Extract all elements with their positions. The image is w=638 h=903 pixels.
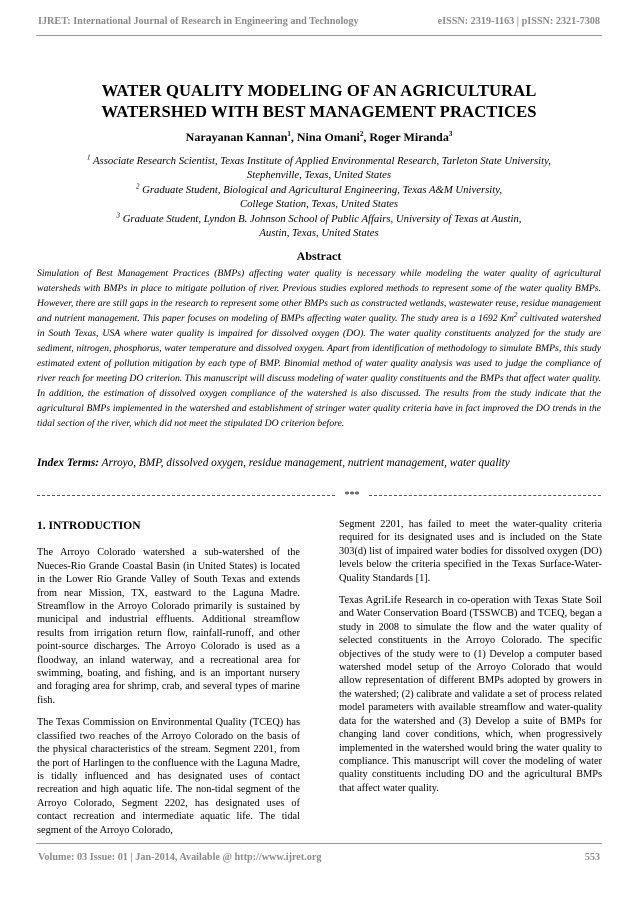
body-paragraph: The Arroyo Colorado watershed a sub-watershed of the Nueces-Rio Grande Coastal Basin (in United States) is located in the Lower Rio Grande Valley of South Texas and extends from near Mission, TX, eastward to the Laguna Madre. Streamflow in the Arroyo Colorado primarily is sustained by municipal and industrial effluents. Additional streamflow results from irrigation return flow, rainfall-runoff, and other point-source discharges. The Arroyo Colorado is used as a floodway, an inland waterway, and a recreational area for swimming, boating, and fishing, and is an important nursery and foraging area for shrimp, crab, and several types of marine fish.: [37, 547, 300, 706]
author-name: Nina Omani: [296, 130, 360, 144]
body-column-left: [37, 520, 300, 846]
paper-title: [40, 80, 598, 122]
affiliation-line: Stephenville, Texas, United States: [246, 169, 392, 182]
affiliation-line: Graduate Student, Lyndon B. Johnson School of Public Affairs, University of Texas at Austin,: [122, 213, 522, 226]
affiliation-1: [40, 154, 598, 182]
footer-rule: [36, 843, 602, 844]
author-separator: ,: [363, 130, 370, 144]
affiliation-number: 1: [87, 153, 91, 162]
body-paragraph: Texas AgriLife Research in co-operation with Texas State Soil and Water Conservation Board (TSSWCB) and TCEQ, began a study in 2008 to simulate the flow and the water quality of selected constituents in the Arroyo Colorado. The specific objectives of the study were to (1) Develop a computer based watershed model setup of the Arroyo Colorado that would allow representation of different BMPs adopted by growers in the watershed; (2) calibrate and validate a set of process related model parameters with available streamflow and water-quality data for the watershed and (3) Develop a suite of BMPs for changing land cover conditions, which, when progressively implemented in the watershed would bring the water quality to compliance. This manuscript will cover the modeling of water quality constituents including DO and the agricultural BMPs that affect water quality.: [339, 595, 602, 794]
title-line-2: WATERSHED WITH BEST MANAGEMENT PRACTICES: [101, 102, 537, 121]
unit-superscript: 2: [513, 310, 518, 319]
author-name: Narayanan Kannan: [185, 130, 288, 144]
volume-info: Volume: 03 Issue: 01 | Jan-2014, Available @ http://www.ijret.org: [38, 852, 322, 863]
section-heading: 1. INTRODUCTION: [37, 520, 141, 532]
affiliation-line: Graduate Student, Biological and Agricultural Engineering, Texas A&M University,: [142, 184, 503, 197]
body-paragraph: Segment 2201, has failed to meet the water-quality criteria required for its designated uses and is included on the State 303(d) list of impaired water bodies for dissolved oxygen (DO) levels below the criteria specified in the Texas Surface-Water-Quality Standards [1].: [339, 519, 602, 584]
separator-stars: ***: [344, 490, 360, 501]
abstract-heading: Abstract: [296, 249, 342, 263]
affiliation-line: Austin, Texas, United States: [259, 227, 379, 240]
author-separator: ,: [290, 130, 297, 144]
affiliation-number: 3: [116, 211, 121, 220]
index-terms: [37, 457, 601, 469]
title-line-1: WATER QUALITY MODELING OF AN AGRICULTURAL: [101, 81, 537, 100]
affiliation-2: [40, 183, 598, 211]
separator-dash-right: [369, 495, 601, 496]
author-affiliation-mark: 1: [287, 130, 291, 138]
journal-name: IJRET: International Journal of Research in Engineering and Technology: [38, 16, 359, 27]
affiliation-number: 2: [135, 182, 140, 191]
section-separator: [37, 490, 601, 502]
author-list: [40, 130, 598, 145]
body-paragraph: The Texas Commission on Environmental Quality (TCEQ) has classified two reaches of the Arroyo Colorado on the basis of the physical characteristics of the stream. Segment 2201, from the port of Harlingen to the confluence with the Laguna Madre, is tidally influenced and has designated uses of contact recreation and high aquatic life. The non-tidal segment of the Arroyo Colorado, Segment 2202, has designated uses of contact recreation and intermediate aquatic life. The tidal segment of the Arroyo Colorado,: [37, 717, 300, 836]
index-terms-text: Arroyo, BMP, dissolved oxygen, residue management, nutrient management, water quality: [99, 457, 510, 469]
author-affiliation-mark: 3: [448, 130, 453, 138]
affiliation-line: Associate Research Scientist, Texas Institute of Applied Environmental Research, Tarleton State University,: [93, 155, 551, 167]
affiliation-3: [40, 212, 598, 240]
author-name: Roger Miranda: [369, 130, 449, 144]
index-terms-label: Index Terms:: [37, 457, 100, 469]
abstract-body: [37, 267, 601, 431]
running-header: [38, 12, 600, 34]
author-affiliation-mark: 2: [359, 130, 364, 138]
issn-info: eISSN: 2319-1163 | pISSN: 2321-7308: [437, 16, 600, 27]
affiliation-line: College Station, Texas, United States: [239, 198, 399, 211]
abstract-text: Simulation of Best Management Practices (BMPs) affecting water quality is necessary while modeling the water quality of agricultural watersheds with BMPs in place to mitigate pollution of river. Previous studies explored methods to represent some of the water quality BMPs. However, there are still gaps in the research to represent some other BMPs such as constructed wetlands, wastewater reuse, residue management and nutrient management. This paper focuses on modeling of BMPs affecting water quality. The study area is a 1692 Km: [37, 268, 601, 324]
separator-dash-left: [37, 495, 335, 496]
page-number: 553: [584, 852, 600, 863]
body-column-right: [339, 518, 602, 804]
header-rule: [36, 35, 602, 36]
affiliations: [40, 154, 598, 242]
abstract-text-cont: cultivated watershed in South Texas, USA where water quality is impaired for dissolved oxygen (DO). The water quality constituents analyzed for the study are sediment, nitrogen, phosphorus, water temperature and dissolved oxygen. Apart from identification of methodology to simulate BMPs, this study estimated extent of pollution mitigation by each type of BMP. Binomial method of water quality analysis was used to judge the compliance of river reach for meeting DO criterion. This manuscript will discuss modeling of water quality constituents and the BMPs that affect water quality. In addition, the estimation of dissolved oxygen compliance of the watershed is also discussed. The results from the study indicate that the agricultural BMPs implemented in the watershed and establishment of stringer water quality criteria have in fact improved the DO trends in the tidal section of the river, which did not meet the stipulated DO criterion before.: [37, 312, 601, 429]
